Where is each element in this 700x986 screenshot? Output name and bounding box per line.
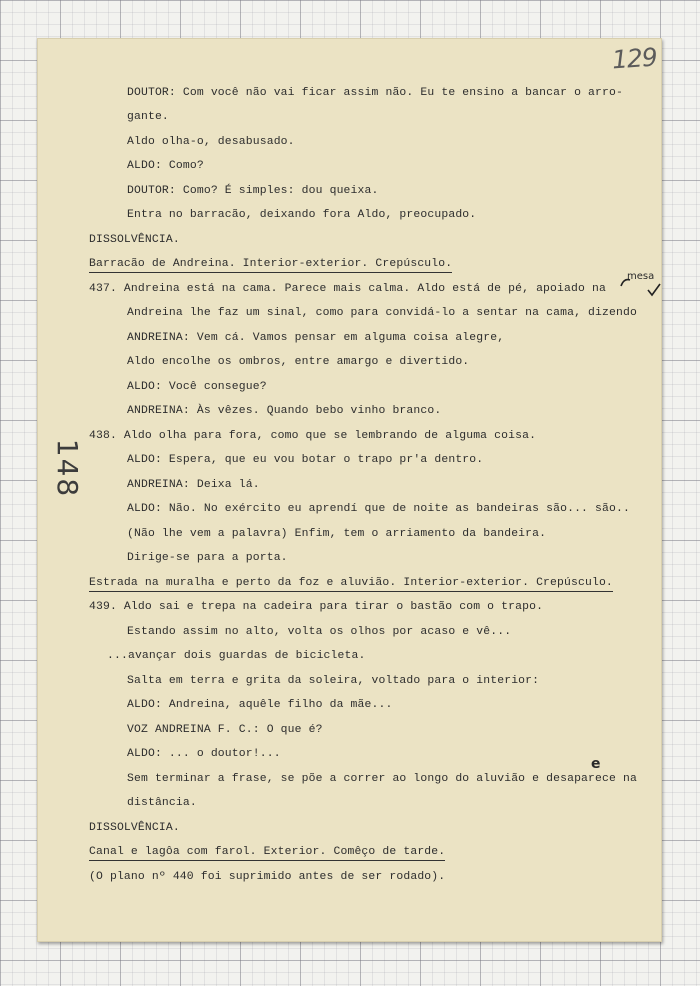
transition-line: DISSOLVÊNCIA. (89, 234, 180, 246)
shot-line: 439. Aldo sai e trepa na cadeira para tirar o bastão com o trapo. (89, 601, 544, 613)
script-line: ALDO: Não. No exército eu aprendí que de noite as bandeiras são... são.. (127, 503, 630, 515)
script-line: ANDREINA: Deixa lá. (127, 479, 260, 491)
script-line: Salta em terra e grita da soleira, voltado para o interior: (127, 675, 540, 687)
script-line: ALDO: ... o doutor!... (127, 748, 281, 760)
scene-heading: Canal e lagôa com farol. Exterior. Comêço de tarde. (89, 845, 445, 861)
script-line: (O plano nº 440 foi suprimido antes de ser rodado). (89, 871, 446, 883)
script-line: ANDREINA: Às vêzes. Quando bebo vinho branco. (127, 405, 442, 417)
shot-line: 437. Andreina está na cama. Parece mais calma. Aldo está de pé, apoiado na (89, 283, 606, 295)
page-number: 129 (611, 42, 658, 75)
script-line: DOUTOR: Como? É simples: dou queixa. (127, 185, 379, 197)
script-line: gante. (127, 111, 169, 123)
handwritten-correction: e (591, 756, 601, 772)
script-line: ALDO: Você consegue? (127, 381, 267, 393)
insertion-caret-icon (618, 276, 662, 300)
margin-number: 148 (51, 438, 85, 499)
script-line: ANDREINA: Vem cá. Vamos pensar em alguma coisa alegre, (127, 332, 505, 344)
script-line: Entra no barracão, deixando fora Aldo, preocupado. (127, 209, 477, 221)
script-line: (Não lhe vem a palavra) Enfim, tem o arriamento da bandeira. (127, 528, 547, 540)
script-line: ALDO: Espera, que eu vou botar o trapo pr'a dentro. (127, 454, 484, 466)
script-line: Aldo olha-o, desabusado. (127, 136, 295, 148)
script-line: Sem terminar a frase, se põe a correr ao longo do aluvião e desaparece na (127, 773, 637, 785)
script-line: ALDO: Como? (127, 160, 204, 172)
scene-heading: Barracão de Andreina. Interior-exterior. Crepúsculo. (89, 257, 452, 273)
script-line: Aldo encolhe os ombros, entre amargo e divertido. (127, 356, 470, 368)
handwritten-insertion: mesa (627, 271, 655, 282)
transition-line: DISSOLVÊNCIA. (89, 822, 180, 834)
script-line: ALDO: Andreina, aquêle filho da mãe... (127, 699, 393, 711)
script-line: DOUTOR: Com você não vai ficar assim não. Eu te ensino a bancar o arro- (127, 87, 623, 99)
script-line: Estando assim no alto, volta os olhos por acaso e vê... (127, 626, 512, 638)
scene-heading: Estrada na muralha e perto da foz e aluvião. Interior-exterior. Crepúsculo. (89, 576, 613, 592)
script-line: ...avançar dois guardas de bicicleta. (107, 650, 366, 662)
script-line: distância. (127, 797, 197, 809)
script-line: Andreina lhe faz um sinal, como para convidá-lo a sentar na cama, dizendo (127, 307, 637, 319)
script-line: Dirige-se para a porta. (127, 552, 288, 564)
shot-line: 438. Aldo olha para fora, como que se lembrando de alguma coisa. (89, 430, 537, 442)
script-line: VOZ ANDREINA F. C.: O que é? (127, 724, 323, 736)
